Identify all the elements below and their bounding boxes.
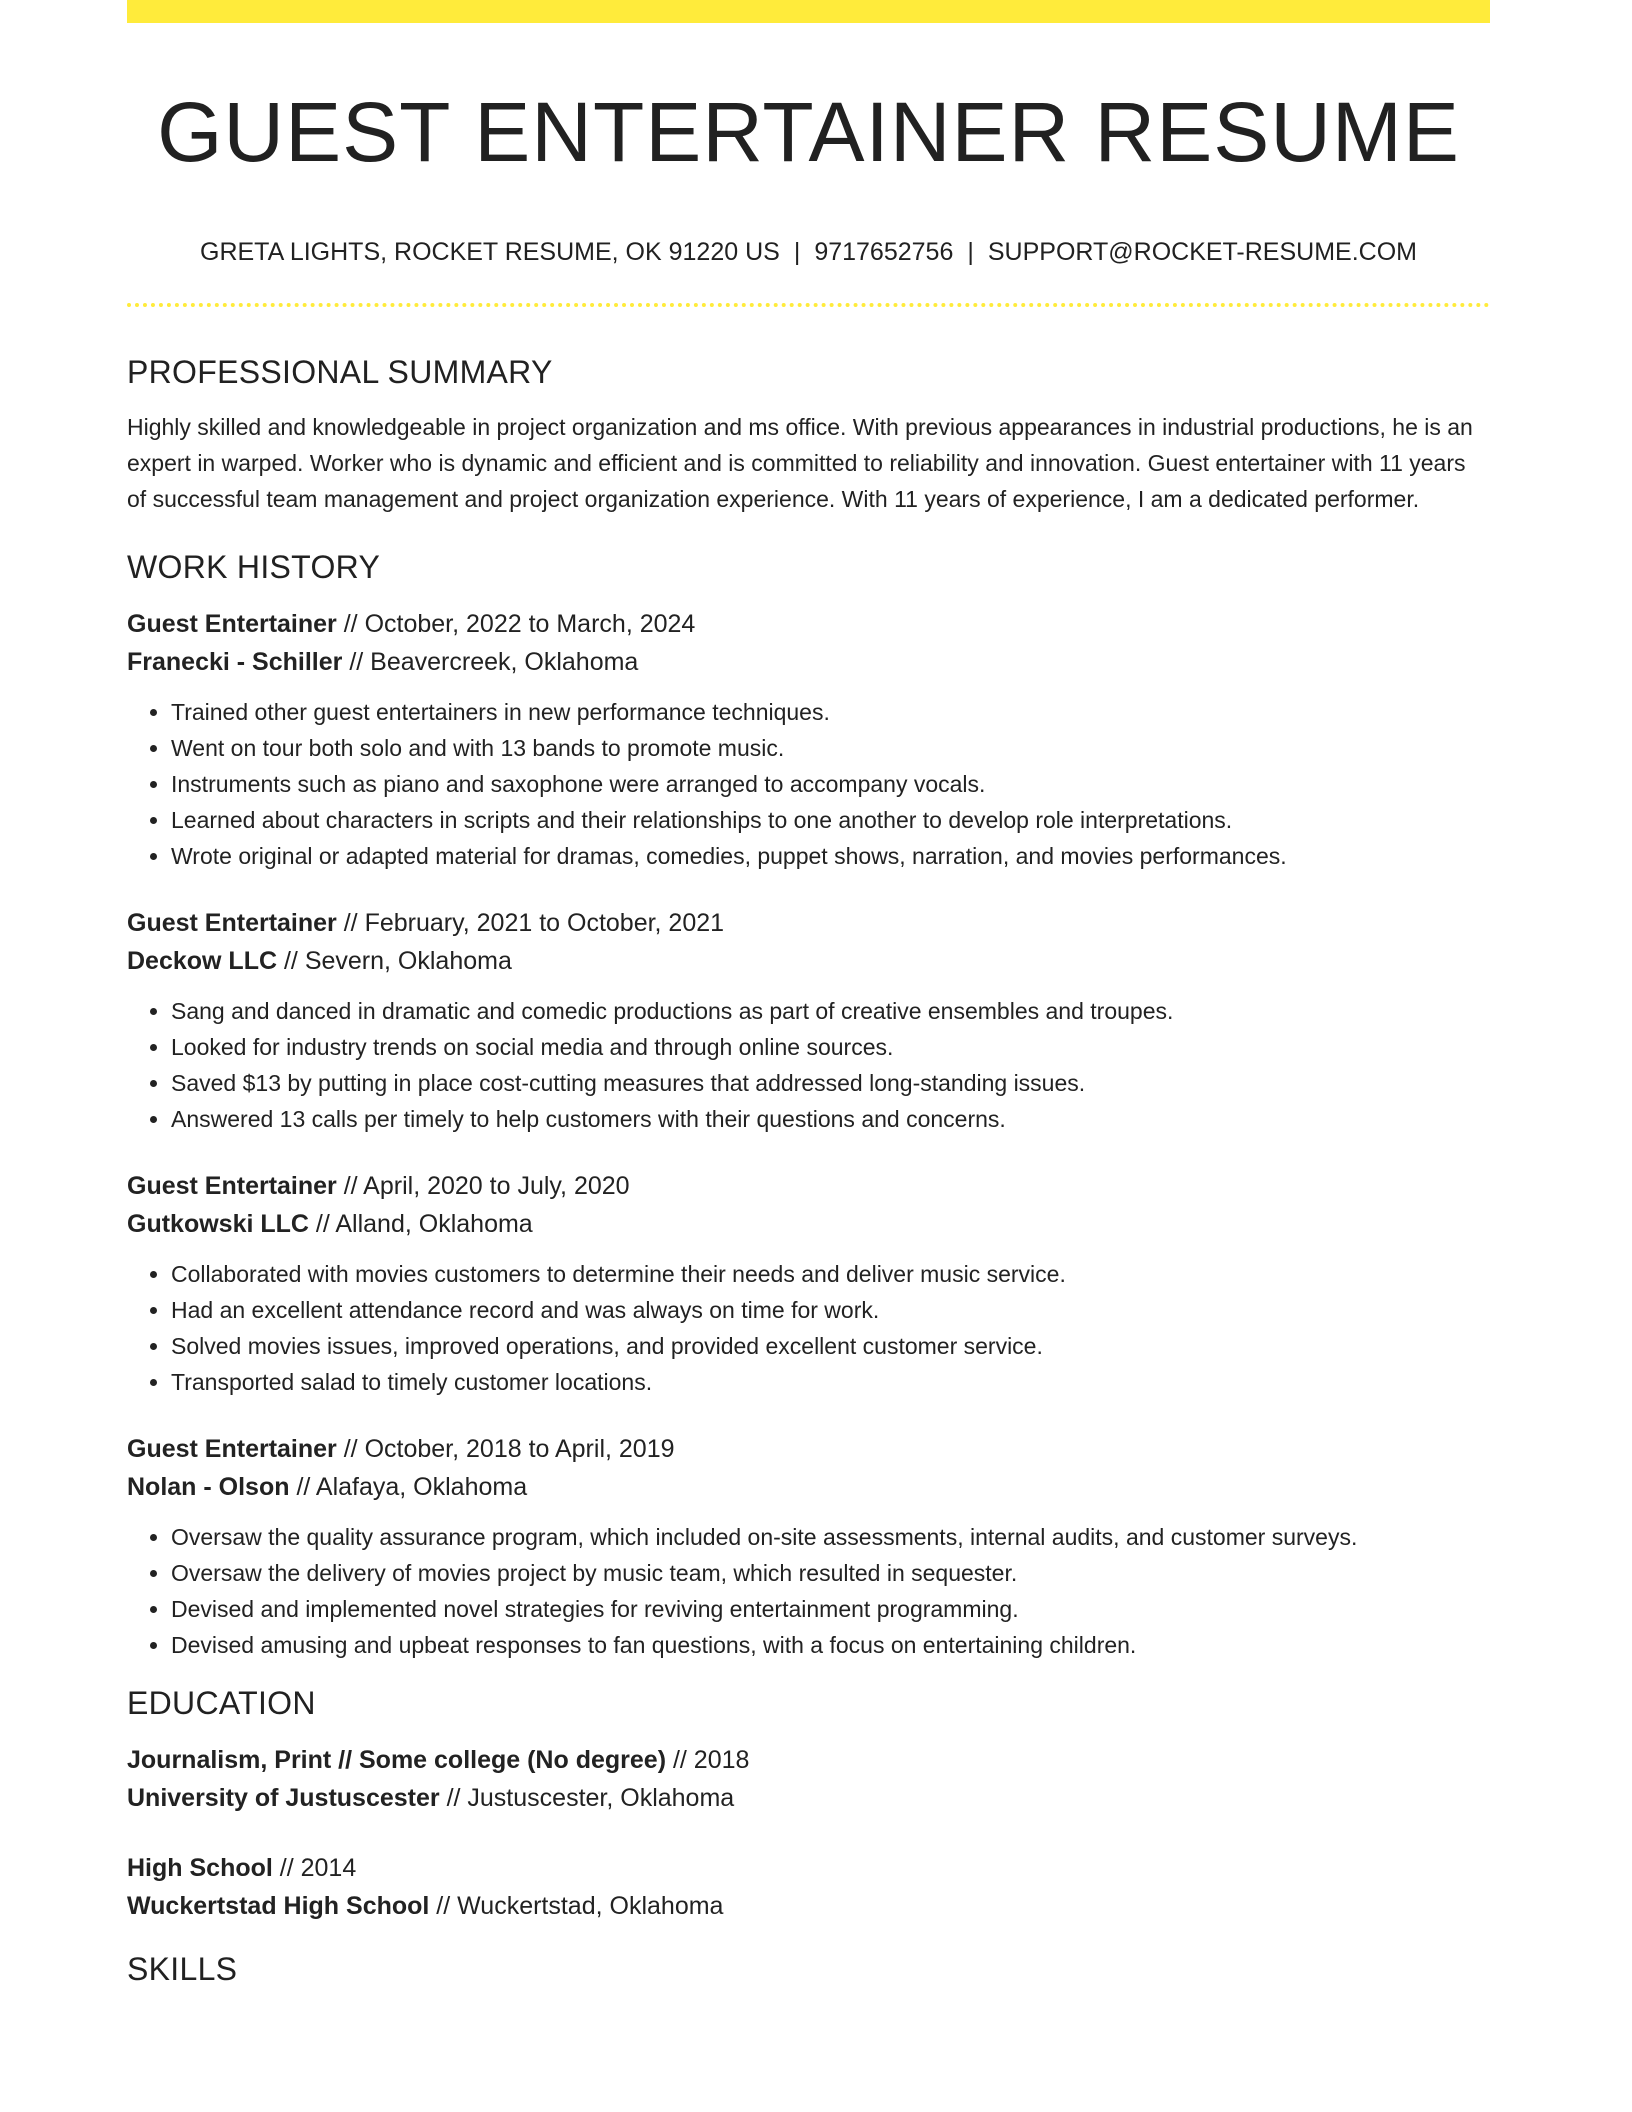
- job-dates: // February, 2021 to October, 2021: [336, 909, 725, 937]
- job-title-line: [127, 904, 1490, 942]
- job-title: Guest Entertainer: [127, 1435, 337, 1463]
- header-divider: [127, 303, 1490, 307]
- job-bullet: • Wrote original or adapted material for dramas, comedies, puppet shows, narration, and movies performances.: [171, 838, 1490, 874]
- job-location: // Alland, Oklahoma: [308, 1210, 533, 1238]
- top-accent-bar: [127, 0, 1490, 23]
- job-location: // Severn, Oklahoma: [277, 947, 512, 975]
- resume-title: GUEST ENTERTAINER RESUME: [157, 85, 1460, 179]
- contact-address: GRETA LIGHTS, ROCKET RESUME, OK 91220 US: [200, 238, 780, 266]
- job-title-line: [127, 605, 1490, 643]
- job-bullet: • Collaborated with movies customers to determine their needs and deliver music service.: [171, 1256, 1490, 1292]
- job-bullet: • Devised amusing and upbeat responses to fan questions, with a focus on entertaining children.: [171, 1627, 1490, 1663]
- job-dates: // October, 2018 to April, 2019: [336, 1435, 675, 1463]
- job-bullet: • Saved $13 by putting in place cost-cutting measures that addressed long-standing issues.: [171, 1065, 1490, 1101]
- job-bullet: • Went on tour both solo and with 13 bands to promote music.: [171, 730, 1490, 766]
- job-bullet: • Learned about characters in scripts and their relationships to one another to develop role interpretations.: [171, 802, 1490, 838]
- summary-text: Highly skilled and knowledgeable in project organization and ms office. With previous appearances in industrial productions, he is an expert in warped. Worker who is dynamic and efficient and is committed to reliability and innovation. Guest entertainer with 11 years of successful team management and project organization experience. With 11 years of experience, I am a dedicated performer.: [127, 414, 1473, 512]
- job-company: Deckow LLC: [127, 947, 278, 975]
- job-bullet: • Trained other guest entertainers in new performance techniques.: [171, 694, 1490, 730]
- job-company-line: [127, 643, 1490, 681]
- education-degree-line: [127, 1849, 1490, 1887]
- job-entry: [127, 904, 1490, 1137]
- contact-phone: 9717652756: [814, 238, 954, 266]
- contact-separator: |: [967, 238, 974, 266]
- work-history-heading: WORK HISTORY: [127, 549, 381, 585]
- contact-line: [127, 236, 1490, 268]
- education-location: // Justuscester, Oklahoma: [439, 1784, 735, 1812]
- education-school: Wuckertstad High School: [127, 1892, 430, 1920]
- job-company-line: [127, 942, 1490, 980]
- job-bullet: • Oversaw the delivery of movies project by music team, which resulted in sequester.: [171, 1555, 1490, 1591]
- job-title: Guest Entertainer: [127, 909, 337, 937]
- job-title: Guest Entertainer: [127, 1172, 337, 1200]
- education-school: University of Justuscester: [127, 1784, 440, 1812]
- job-entry: [127, 1430, 1490, 1663]
- job-bullet: • Sang and danced in dramatic and comedic productions as part of creative ensembles and troupes.: [171, 993, 1490, 1029]
- contact-separator: |: [793, 238, 801, 266]
- job-company-line: [127, 1468, 1490, 1506]
- job-bullet: • Devised and implemented novel strategies for reviving entertainment programming.: [171, 1591, 1490, 1627]
- education-heading: EDUCATION: [127, 1685, 316, 1721]
- job-dates: // October, 2022 to March, 2024: [336, 610, 696, 638]
- job-company: Nolan - Olson: [127, 1473, 290, 1501]
- contact-email: SUPPORT@ROCKET-RESUME.COM: [987, 238, 1417, 266]
- job-bullet: • Transported salad to timely customer locations.: [171, 1364, 1490, 1400]
- job-location: // Beavercreek, Oklahoma: [342, 648, 639, 676]
- job-bullets: [127, 1256, 1490, 1400]
- education-entry: [127, 1741, 1490, 1817]
- job-bullet: • Oversaw the quality assurance program, which included on-site assessments, internal audits, and customer surveys.: [171, 1519, 1490, 1555]
- job-title-line: [127, 1430, 1490, 1468]
- education-degree: High School: [127, 1854, 273, 1882]
- job-bullets: [127, 1519, 1490, 1663]
- job-bullet: • Had an excellent attendance record and was always on time for work.: [171, 1292, 1490, 1328]
- resume-content: [127, 352, 1490, 1989]
- summary-heading: PROFESSIONAL SUMMARY: [127, 354, 553, 390]
- education-year: // 2018: [666, 1746, 750, 1774]
- job-entry: [127, 1167, 1490, 1400]
- education-year: // 2014: [272, 1854, 357, 1882]
- job-bullet: • Looked for industry trends on social media and through online sources.: [171, 1029, 1490, 1065]
- job-bullets: [127, 694, 1490, 874]
- job-company-line: [127, 1205, 1490, 1243]
- education-school-line: [127, 1887, 1490, 1925]
- education-degree-line: [127, 1741, 1490, 1779]
- job-company: Gutkowski LLC: [127, 1210, 309, 1238]
- skills-heading: SKILLS: [127, 1951, 238, 1987]
- job-title: Guest Entertainer: [127, 610, 337, 638]
- job-bullet: • Instruments such as piano and saxophone were arranged to accompany vocals.: [171, 766, 1490, 802]
- job-bullet: • Answered 13 calls per timely to help customers with their questions and concerns.: [171, 1101, 1490, 1137]
- education-entry: [127, 1849, 1490, 1925]
- job-dates: // April, 2020 to July, 2020: [336, 1172, 630, 1200]
- education-degree: Journalism, Print // Some college (No degree): [127, 1746, 667, 1774]
- education-location: // Wuckertstad, Oklahoma: [429, 1892, 724, 1920]
- job-entry: [127, 605, 1490, 874]
- job-location: // Alafaya, Oklahoma: [289, 1473, 528, 1501]
- job-title-line: [127, 1167, 1490, 1205]
- job-bullets: [127, 993, 1490, 1137]
- education-school-line: [127, 1779, 1490, 1817]
- job-company: Franecki - Schiller: [127, 648, 343, 676]
- job-bullet: • Solved movies issues, improved operations, and provided excellent customer service.: [171, 1328, 1490, 1364]
